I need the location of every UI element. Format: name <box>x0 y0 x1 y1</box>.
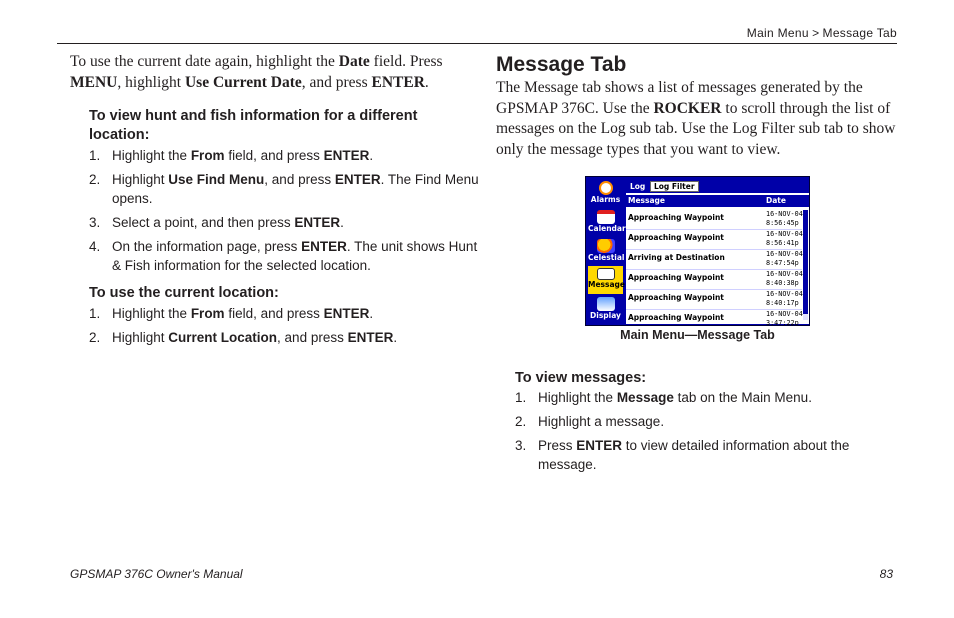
header-main: Main Menu <box>746 26 809 40</box>
display-icon <box>597 297 615 311</box>
figure-caption: Main Menu—Message Tab <box>620 328 775 342</box>
list-item: 3. Press ENTER to view detailed information about the message. <box>515 438 850 472</box>
footer-manual-title: GPSMAP 376C Owner's Manual <box>70 567 243 581</box>
table-row[interactable]: Approaching Waypoint 16-NOV-04 8:40:17p <box>626 290 802 310</box>
header-rule <box>57 43 897 44</box>
device-tab-display[interactable]: Display <box>588 295 623 323</box>
list-item: 1. Highlight the From field, and press ENTER. <box>89 148 374 163</box>
view-messages-procedure <box>515 369 895 474</box>
page-number: 83 <box>879 567 893 581</box>
device-tab-message[interactable]: Message <box>588 266 623 294</box>
sub-tab-log[interactable]: Log <box>627 181 648 192</box>
list-item: 2. Highlight a message. <box>515 414 665 429</box>
left-column <box>70 52 480 347</box>
header-tab: Message Tab <box>822 26 897 40</box>
view-messages-steps <box>515 388 895 474</box>
view-messages-heading: To view messages: <box>515 370 647 386</box>
sub-tab-log-filter[interactable]: Log Filter <box>650 181 699 192</box>
table-row[interactable]: Arriving at Destination 16-NOV-04 8:47:54p <box>626 250 802 270</box>
table-row[interactable]: Approaching Waypoint 16-NOV-04 3:47:22p <box>628 310 803 326</box>
list-item: 1. Highlight the Message tab on the Main Menu. <box>515 390 812 405</box>
device-sub-tabs <box>626 180 809 193</box>
list-item: 3. Select a point, and then press ENTER. <box>89 215 344 230</box>
hunt-procedure-heading: To view hunt and fish information for a different location: <box>89 108 418 143</box>
section-title: Message Tab <box>496 53 627 76</box>
table-row[interactable]: Approaching Waypoint 16-NOV-04 8:40:38p <box>626 270 802 290</box>
list-item: 1. Highlight the From field, and press ENTER. <box>89 306 374 321</box>
list-item: 2. Highlight Current Location, and press ENTER. <box>89 330 398 345</box>
device-tab-celestial[interactable]: Celestial <box>588 237 623 265</box>
sun-moon-icon <box>597 239 615 253</box>
device-tab-alarms[interactable]: Alarms <box>588 179 623 207</box>
right-column <box>496 52 896 160</box>
table-row[interactable]: Approaching Waypoint 16-NOV-04 8:56:41p <box>626 230 802 250</box>
table-row[interactable]: Approaching Waypoint 16-NOV-04 8:56:45p <box>626 210 802 230</box>
running-header <box>747 26 897 40</box>
device-screenshot <box>585 176 810 326</box>
message-icon <box>597 268 615 280</box>
header-separator: > <box>808 26 823 40</box>
device-column-headers <box>626 195 809 207</box>
calendar-icon <box>597 210 615 224</box>
scrollbar-thumb[interactable] <box>803 210 808 314</box>
device-side-tabs <box>586 177 625 326</box>
column-header-message: Message <box>628 196 665 205</box>
list-item: 2. Highlight Use Find Menu, and press ENTER. The Find Menu opens. <box>89 172 479 206</box>
current-location-steps <box>89 304 480 347</box>
device-scrollbar[interactable] <box>803 210 808 320</box>
device-tab-calendar[interactable]: Calendar <box>588 208 623 236</box>
hunt-steps <box>89 146 480 275</box>
intro-paragraph: To use the current date again, highlight the Date field. Press MENU, highlight Use Current Date, and press ENTER. <box>70 53 443 91</box>
list-item: 4. On the information page, press ENTER. The unit shows Hunt & Fish information for the selected location. <box>89 239 478 273</box>
message-tab-paragraph: The Message tab shows a list of messages generated by the GPSMAP 376C. Use the ROCKER to scroll through the list of messages on the Log sub tab. Use the Log Filter sub tab to show only the message types that you want to view. <box>496 79 896 158</box>
device-message-panel <box>626 180 809 324</box>
column-header-date: Date <box>766 196 786 205</box>
current-location-heading: To use the current location: <box>89 285 279 301</box>
alarm-clock-icon <box>599 181 613 195</box>
device-message-list <box>626 210 802 326</box>
